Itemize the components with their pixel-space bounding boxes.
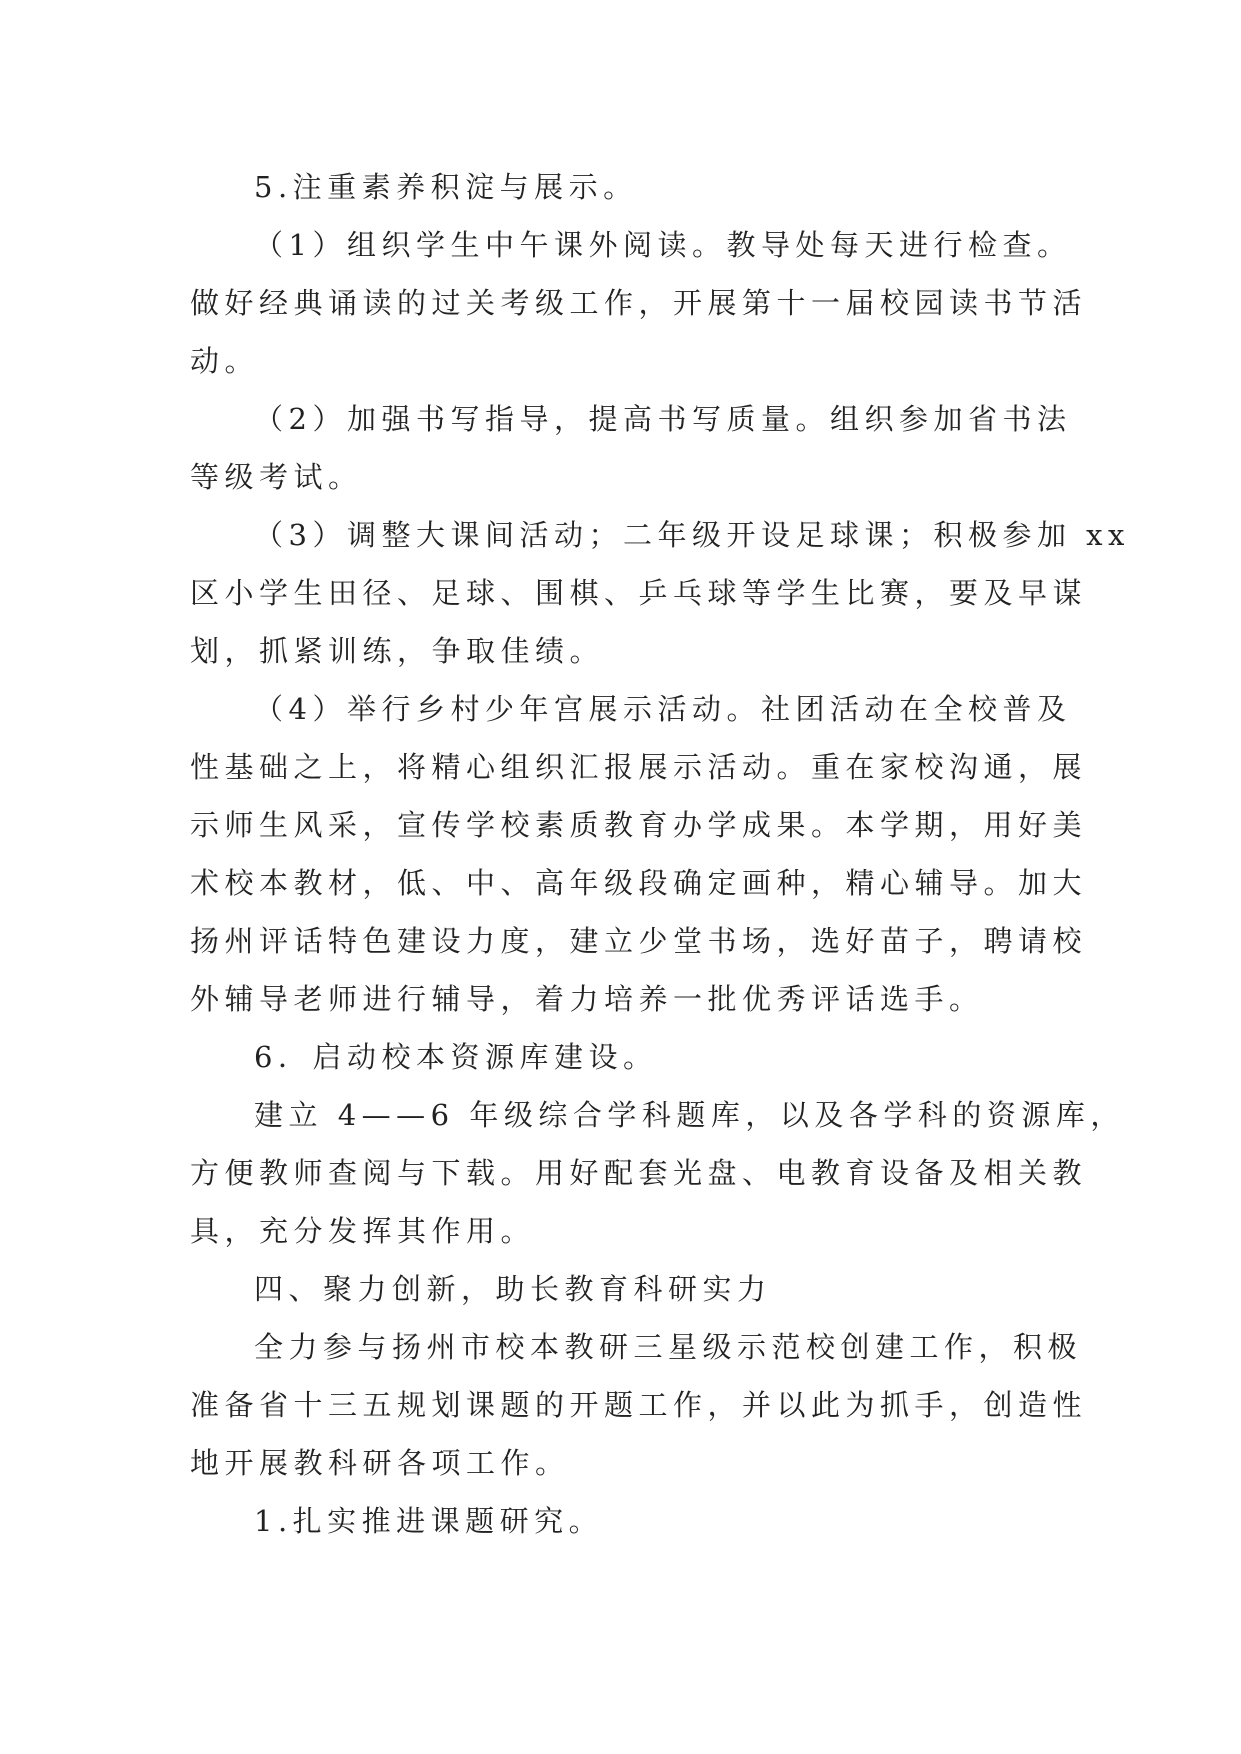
text-line: （3）调整大课间活动；二年级开设足球课；积极参加 xx <box>254 518 1130 552</box>
text-line: 全力参与扬州市校本教研三星级示范校创建工作，积极 <box>254 1330 1083 1364</box>
text-line: 扬州评话特色建设力度，建立少堂书场，选好苗子，聘请校 <box>190 924 1088 958</box>
text-line: 6．启动校本资源库建设。 <box>254 1040 658 1074</box>
text-line: 地开展教科研各项工作。 <box>190 1446 570 1480</box>
text-line: 等级考试。 <box>190 460 363 494</box>
text-line: 性基础之上，将精心组织汇报展示活动。重在家校沟通，展 <box>190 750 1088 784</box>
text-line: 准备省十三五规划课题的开题工作，并以此为抓手，创造性 <box>190 1388 1088 1422</box>
text-line: 外辅导老师进行辅导，着力培养一批优秀评话选手。 <box>190 982 984 1016</box>
document-page <box>190 158 1130 1550</box>
text-line: 区小学生田径、足球、围棋、乒乓球等学生比赛，要及早谋 <box>190 576 1088 610</box>
text-line: 动。 <box>190 344 260 378</box>
text-line: 1.扎实推进课题研究。 <box>254 1504 604 1538</box>
text-line: 方便教师查阅与下载。用好配套光盘、电教育设备及相关教 <box>190 1156 1088 1190</box>
text-line: （2）加强书写指导，提高书写质量。组织参加省书法 <box>254 402 1072 436</box>
text-line: （1）组织学生中午课外阅读。教导处每天进行检查。 <box>254 228 1072 262</box>
text-line: 示师生风采，宣传学校素质教育办学成果。本学期，用好美 <box>190 808 1088 842</box>
text-line: 具，充分发挥其作用。 <box>190 1214 536 1248</box>
text-line: 四、聚力创新，助长教育科研实力 <box>254 1272 772 1306</box>
text-line: 建立 4——6 年级综合学科题库，以及各学科的资源库， <box>254 1098 1125 1132</box>
text-line: 5.注重素养积淀与展示。 <box>254 170 638 204</box>
text-line: 做好经典诵读的过关考级工作，开展第十一届校园读书节活 <box>190 286 1088 320</box>
text-line: 划，抓紧训练，争取佳绩。 <box>190 634 605 668</box>
text-line: 术校本教材，低、中、高年级段确定画种，精心辅导。加大 <box>190 866 1088 900</box>
text-line: （4）举行乡村少年宫展示活动。社团活动在全校普及 <box>254 692 1072 726</box>
